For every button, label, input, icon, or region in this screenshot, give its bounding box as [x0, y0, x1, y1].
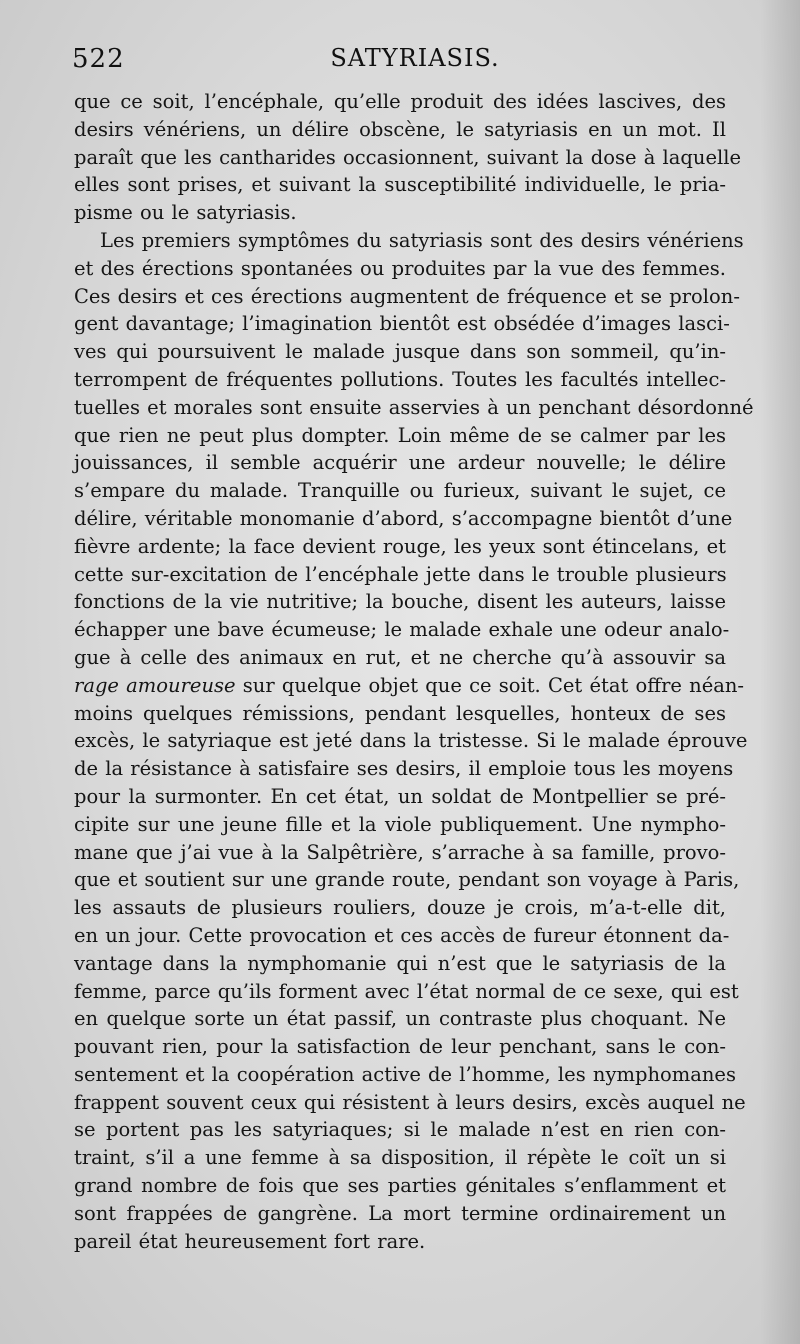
text-line: s’empare du malade. Tranquille ou furieux, suivant le sujet, ce [74, 479, 726, 503]
page-number: 522 [72, 44, 125, 74]
text-line: échapper une bave écumeuse; le malade exhale une odeur analo- [74, 618, 730, 642]
text-line: pareil état heureusement fort rare. [74, 1229, 426, 1253]
text-line: gent davantage; l’imagination bientôt est obsédée d’images lasci- [74, 312, 730, 336]
text-line: fonctions de la vie nutritive; la bouche, disent les auteurs, laisse [74, 590, 726, 614]
text-line: desirs vénériens, un délire obscène, le satyriasis en un mot. Il [74, 117, 726, 141]
text-line: tuelles et morales sont ensuite asservies à un penchant désordonné [74, 395, 754, 419]
italic-phrase: rage amoureuse [74, 673, 236, 697]
text-line: gue à celle des animaux en rut, et ne cherche qu’à assouvir sa [74, 645, 726, 669]
text-line: frappent souvent ceux qui résistent à leurs desirs, excès auquel ne [74, 1090, 746, 1114]
text-line: en quelque sorte un état passif, un contraste plus choquant. Ne [74, 1007, 726, 1031]
text-line: cipite sur une jeune fille et la viole publiquement. Une nympho- [74, 812, 726, 836]
text-line: terrompent de fréquentes pollutions. Toutes les facultés intellec- [74, 367, 726, 391]
text-line: paraît que les cantharides occasionnent, suivant la dose à laquelle [74, 145, 741, 169]
running-title: SATYRIASIS. [330, 44, 500, 72]
text-line: pisme ou le satyriasis. [74, 201, 297, 225]
text-line: que et soutient sur une grande route, pendant son voyage à Paris, [74, 868, 740, 892]
text-line: ves qui poursuivent le malade jusque dans son sommeil, qu’in- [74, 340, 726, 364]
text-line: pouvant rien, pour la satisfaction de leur penchant, sans le con- [74, 1035, 726, 1059]
body-text [74, 88, 754, 1255]
text-line: pour la surmonter. En cet état, un soldat de Montpellier se pré- [74, 784, 726, 808]
text-line: sont frappées de gangrène. La mort termine ordinairement un [74, 1201, 726, 1225]
text-line: et des érections spontanées ou produites par la vue des femmes. [74, 256, 726, 280]
text-line: les assauts de plusieurs rouliers, douze je crois, m’a-t-elle dit, [74, 896, 726, 920]
text-line: délire, véritable monomanie d’abord, s’accompagne bientôt d’une [74, 506, 733, 530]
text-line: femme, parce qu’ils forment avec l’état normal de ce sexe, qui est [74, 979, 739, 1003]
text-line: en un jour. Cette provocation et ces accès de fureur étonnent da- [74, 923, 730, 947]
text-line: se portent pas les satyriaques; si le malade n’est en rien con- [74, 1118, 726, 1142]
text-line: fièvre ardente; la face devient rouge, les yeux sont étincelans, et [74, 534, 726, 558]
text-line: cette sur-excitation de l’encéphale jette dans le trouble plusieurs [74, 562, 727, 586]
text-line-with-italic [74, 672, 745, 700]
text-line: Ces desirs et ces érections augmentent de fréquence et se prolon- [74, 284, 740, 308]
text-line: de la résistance à satisfaire ses desirs, il emploie tous les moyens [74, 757, 734, 781]
text-line: que ce soit, l’encéphale, qu’elle produit des idées lascives, des [74, 90, 726, 113]
text-line: que rien ne peut plus dompter. Loin même de se calmer par les [74, 423, 726, 447]
paragraph-start-line: Les premiers symptômes du satyriasis sont des desirs vénériens [100, 228, 744, 252]
line-continuation: sur quelque objet que ce soit. Cet état offre néan- [235, 673, 745, 697]
text-line: jouissances, il semble acquérir une ardeur nouvelle; le délire [74, 451, 726, 475]
text-line: grand nombre de fois que ses parties génitales s’enflamment et [74, 1174, 726, 1198]
running-head [72, 44, 728, 80]
text-line: traint, s’il a une femme à sa disposition, il répète le coït un si [74, 1146, 726, 1170]
text-line: elles sont prises, et suivant la susceptibilité individuelle, le pria- [74, 173, 726, 197]
text-line: sentement et la coopération active de l’homme, les nymphomanes [74, 1062, 736, 1086]
text-line: excès, le satyriaque est jeté dans la tristesse. Si le malade éprouve [74, 729, 748, 753]
text-line: moins quelques rémissions, pendant lesquelles, honteux de ses [74, 701, 726, 725]
text-line: mane que j’ai vue à la Salpêtrière, s’arrache à sa famille, provo- [74, 840, 726, 864]
text-line: vantage dans la nymphomanie qui n’est que le satyriasis de la [74, 951, 726, 975]
